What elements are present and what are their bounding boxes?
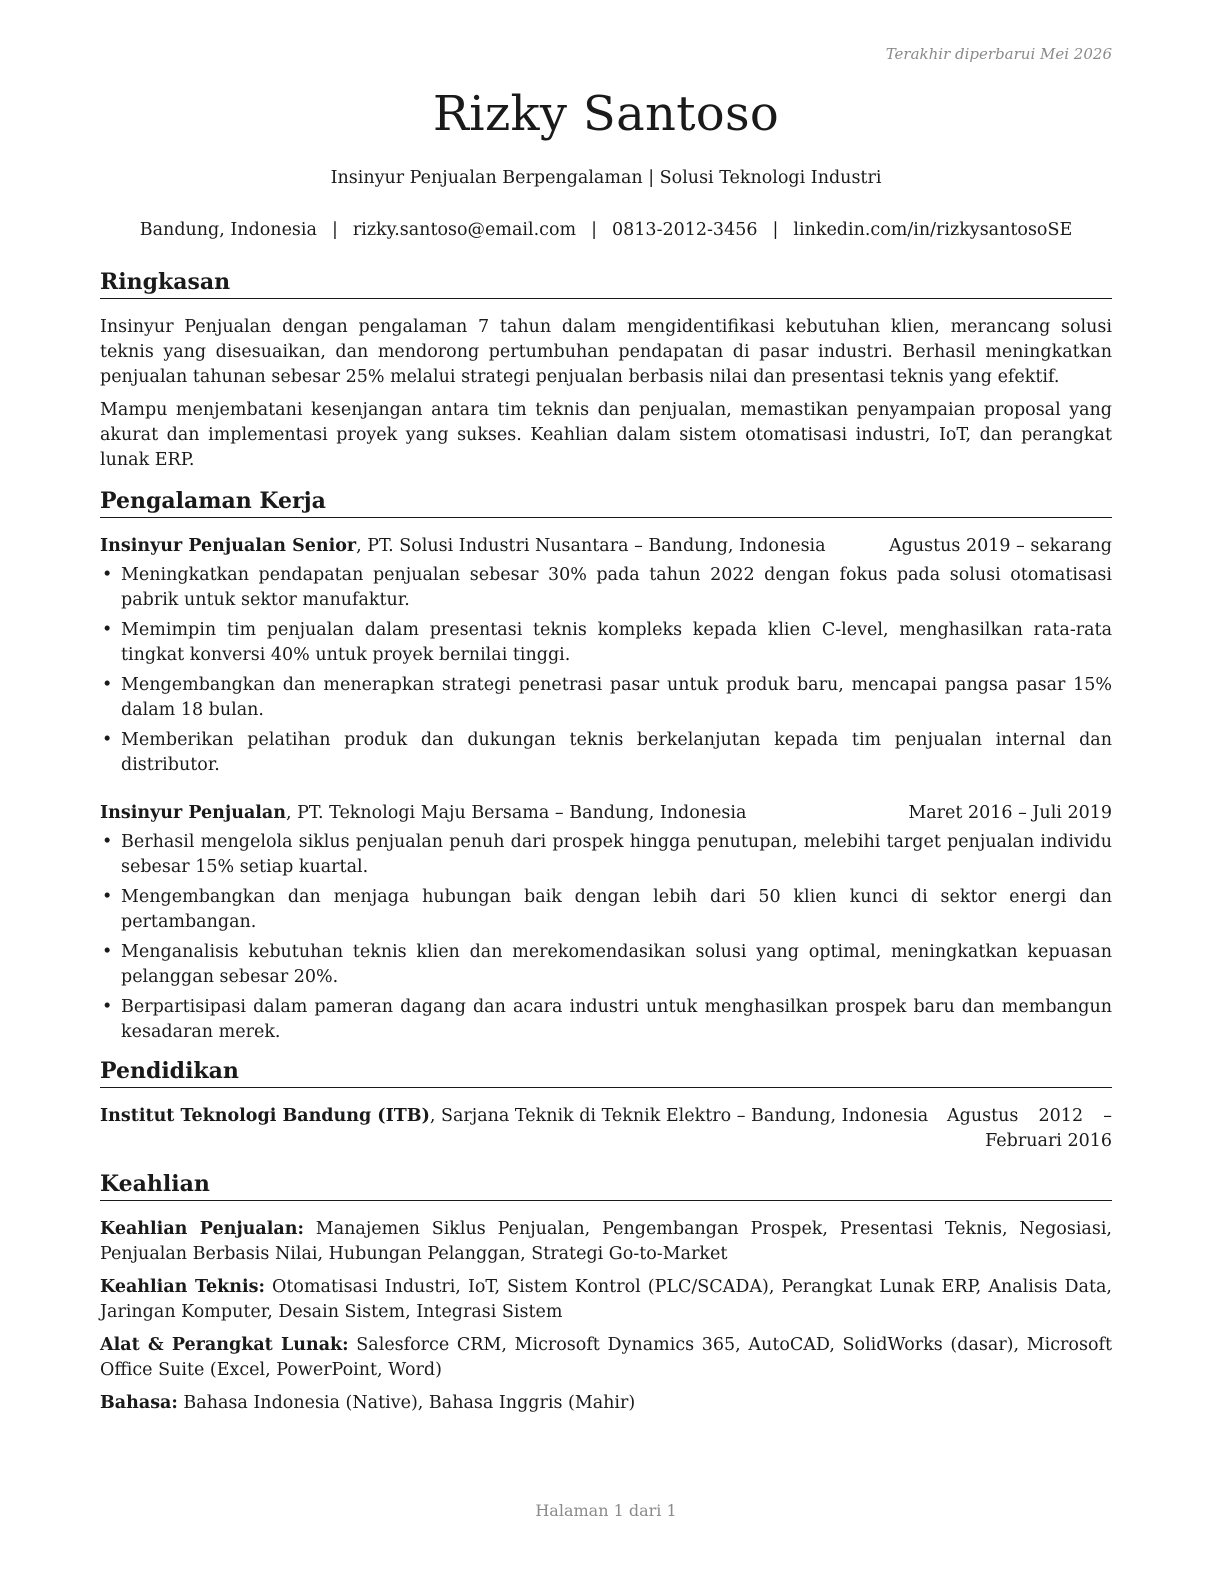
skill-value: Otomatisasi Industri, IoT, Sistem Kontrol (PLC/SCADA), Perangkat Lunak ERP, Analisis Data, Jaringan Komputer, Desain Sistem, Integrasi Sistem xyxy=(100,1277,1112,1322)
skill-label: Keahlian Penjualan: xyxy=(100,1219,304,1239)
job-organization: , PT. Solusi Industri Nusantara – Bandung, Indonesia xyxy=(356,536,826,556)
tagline: Insinyur Penjualan Berpengalaman | Solusi Teknologi Industri xyxy=(330,168,882,188)
skill-entry xyxy=(100,1217,1112,1267)
job-dates: Agustus 2019 – sekarang xyxy=(889,536,1112,556)
skill-value: Bahasa Indonesia (Native), Bahasa Inggris (Mahir) xyxy=(177,1393,636,1413)
job-bullet: • Memimpin tim penjualan dalam presentasi teknis kompleks kepada klien C-level, menghasilkan rata-rata tingkat konversi 40% untuk proyek bernilai tinggi. xyxy=(100,618,1112,668)
job-bullet-list xyxy=(100,563,1112,778)
contact-separator: | xyxy=(591,220,598,240)
skill-label: Bahasa: xyxy=(100,1393,178,1413)
education-school: Institut Teknologi Bandung (ITB) xyxy=(100,1106,430,1126)
job-dates: Maret 2016 – Juli 2019 xyxy=(908,803,1112,823)
section-title-skills: Keahlian xyxy=(100,1170,1112,1201)
skill-value: Salesforce CRM, Microsoft Dynamics 365, AutoCAD, SolidWorks (dasar), Microsoft Office Suite (Excel, PowerPoint, Word) xyxy=(100,1335,1112,1380)
section-title-summary: Ringkasan xyxy=(100,268,1112,299)
education-degree: , Sarjana Teknik di Teknik Elektro – Bandung, Indonesia xyxy=(429,1106,929,1126)
skill-label: Alat & Perangkat Lunak: xyxy=(100,1335,349,1355)
contact-linkedin[interactable]: linkedin.com/in/rizkysantosoSE xyxy=(793,220,1073,240)
summary-paragraph: Mampu menjembatani kesenjangan antara tim teknis dan penjualan, memastikan penyampaian proposal yang akurat dan implementasi proyek yang sukses. Keahlian dalam sistem otomatisasi industri, IoT, dan perangkat lunak ERP. xyxy=(100,400,1112,470)
resume-body xyxy=(100,268,1112,1424)
job-bullet: • Menganalisis kebutuhan teknis klien dan merekomendasikan solusi yang optimal, meningkatkan kepuasan pelanggan sebesar 20%. xyxy=(100,940,1112,990)
job-organization: , PT. Teknologi Maju Bersama – Bandung, Indonesia xyxy=(286,803,747,823)
skill-entry xyxy=(100,1391,1112,1416)
page-number-footer: Halaman 1 dari 1 xyxy=(535,1501,677,1520)
job-bullet-list xyxy=(100,830,1112,1045)
contact-email[interactable]: rizky.santoso@email.com xyxy=(352,220,577,240)
contact-line xyxy=(100,220,1112,240)
skill-entry xyxy=(100,1275,1112,1325)
contact-phone: 0813-2012-3456 xyxy=(612,220,758,240)
job-title: Insinyur Penjualan xyxy=(100,803,286,823)
contact-location: Bandung, Indonesia xyxy=(139,220,317,240)
job-bullet: • Mengembangkan dan menjaga hubungan baik dengan lebih dari 50 klien kunci di sektor energi dan pertambangan. xyxy=(100,885,1112,935)
job-role-line xyxy=(100,534,826,559)
contact-separator: | xyxy=(772,220,779,240)
job-header xyxy=(100,534,1112,559)
education-institution-line xyxy=(100,1104,928,1154)
education-dates: Agustus 2012 – Februari 2016 xyxy=(947,1106,1112,1151)
last-updated-note: Terakhir diperbarui Mei 2026 xyxy=(885,45,1112,63)
contact-separator: | xyxy=(331,220,338,240)
section-title-experience: Pengalaman Kerja xyxy=(100,487,1112,518)
education-entry xyxy=(100,1104,1112,1154)
section-title-education: Pendidikan xyxy=(100,1057,1112,1088)
job-bullet: • Memberikan pelatihan produk dan dukungan teknis berkelanjutan kepada tim penjualan internal dan distributor. xyxy=(100,728,1112,778)
job-title: Insinyur Penjualan Senior xyxy=(100,536,357,556)
job-bullet: • Meningkatkan pendapatan penjualan sebesar 30% pada tahun 2022 dengan fokus pada solusi otomatisasi pabrik untuk sektor manufaktur. xyxy=(100,563,1112,613)
job-bullet: • Berpartisipasi dalam pameran dagang dan acara industri untuk menghasilkan prospek baru dan membangun kesadaran merek. xyxy=(100,995,1112,1045)
job-bullet: • Berhasil mengelola siklus penjualan penuh dari prospek hingga penutupan, melebihi target penjualan individu sebesar 15% setiap kuartal. xyxy=(100,830,1112,880)
job-entry xyxy=(100,534,1112,778)
skill-label: Keahlian Teknis: xyxy=(100,1277,265,1297)
job-entry xyxy=(100,801,1112,1045)
skill-value: Manajemen Siklus Penjualan, Pengembangan Prospek, Presentasi Teknis, Negosiasi, Penjualan Berbasis Nilai, Hubungan Pelanggan, Strategi Go-to-Market xyxy=(100,1219,1112,1264)
skill-entry xyxy=(100,1333,1112,1383)
job-header xyxy=(100,801,1112,826)
job-bullet: • Mengembangkan dan menerapkan strategi penetrasi pasar untuk produk baru, mencapai pangsa pasar 15% dalam 18 bulan. xyxy=(100,673,1112,723)
candidate-name: Rizky Santoso xyxy=(432,86,780,142)
summary-paragraph: Insinyur Penjualan dengan pengalaman 7 tahun dalam mengidentifikasi kebutuhan klien, merancang solusi teknis yang disesuaikan, dan mendorong pertumbuhan pendapatan di pasar industri. Berhasil meningkatkan penjualan tahunan sebesar 25% melalui strategi penjualan berbasis nilai dan presentasi teknis yang efektif. xyxy=(100,317,1112,387)
job-role-line xyxy=(100,801,746,826)
resume-page xyxy=(100,0,1112,1584)
